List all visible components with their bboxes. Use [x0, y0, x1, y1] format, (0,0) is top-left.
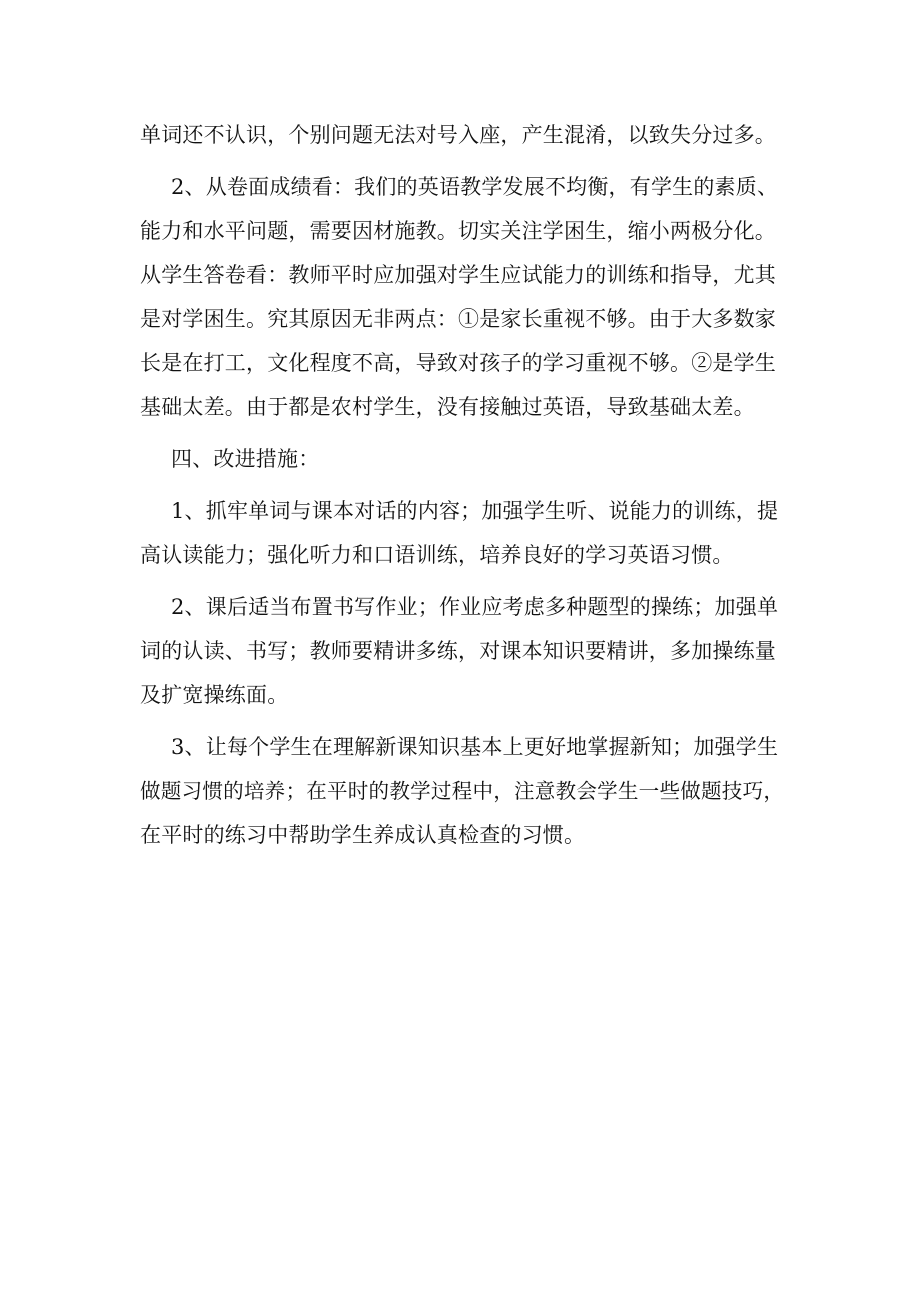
text-line: 是对学困生。究其原因无非两点：①是家长重视不够。由于大多数家 — [140, 307, 776, 331]
text-line: 做题习惯的培养；在平时的教学过程中，注意教会学生一些做题技巧， — [140, 779, 785, 803]
text-line: 单词还不认识，个别问题无法对号入座，产生混淆，以致失分过多。 — [140, 123, 776, 147]
text-line: 基础太差。由于都是农村学生，没有接触过英语，导致基础太差。 — [140, 395, 755, 419]
text-line: 3、让每个学生在理解新课知识基本上更好地掌握新知；加强学生 — [171, 735, 779, 759]
text-line: 2、从卷面成绩看：我们的英语教学发展不均衡，有学生的素质、 — [171, 175, 779, 199]
text-line: 2、课后适当布置书写作业；作业应考虑多种题型的操练；加强单 — [171, 595, 779, 619]
text-line: 词的认读、书写；教师要精讲多练，对课本知识要精讲，多加操练量 — [140, 639, 776, 663]
text-line: 高认读能力；强化听力和口语训练，培养良好的学习英语习惯。 — [140, 543, 734, 567]
text-line: 能力和水平问题，需要因材施教。切实关注学困生，缩小两极分化。 — [140, 219, 776, 243]
text-line: 1、抓牢单词与课本对话的内容；加强学生听、说能力的训练，提 — [171, 499, 779, 523]
text-line: 及扩宽操练面。 — [140, 683, 289, 707]
text-line: 在平时的练习中帮助学生养成认真检查的习惯。 — [140, 823, 586, 847]
text-line: 长是在打工，文化程度不高，导致对孩子的学习重视不够。②是学生 — [140, 351, 776, 375]
text-line: 从学生答卷看：教师平时应加强对学生应试能力的训练和指导，尤其 — [140, 263, 776, 287]
section-heading: 四、改进措施： — [171, 447, 320, 471]
